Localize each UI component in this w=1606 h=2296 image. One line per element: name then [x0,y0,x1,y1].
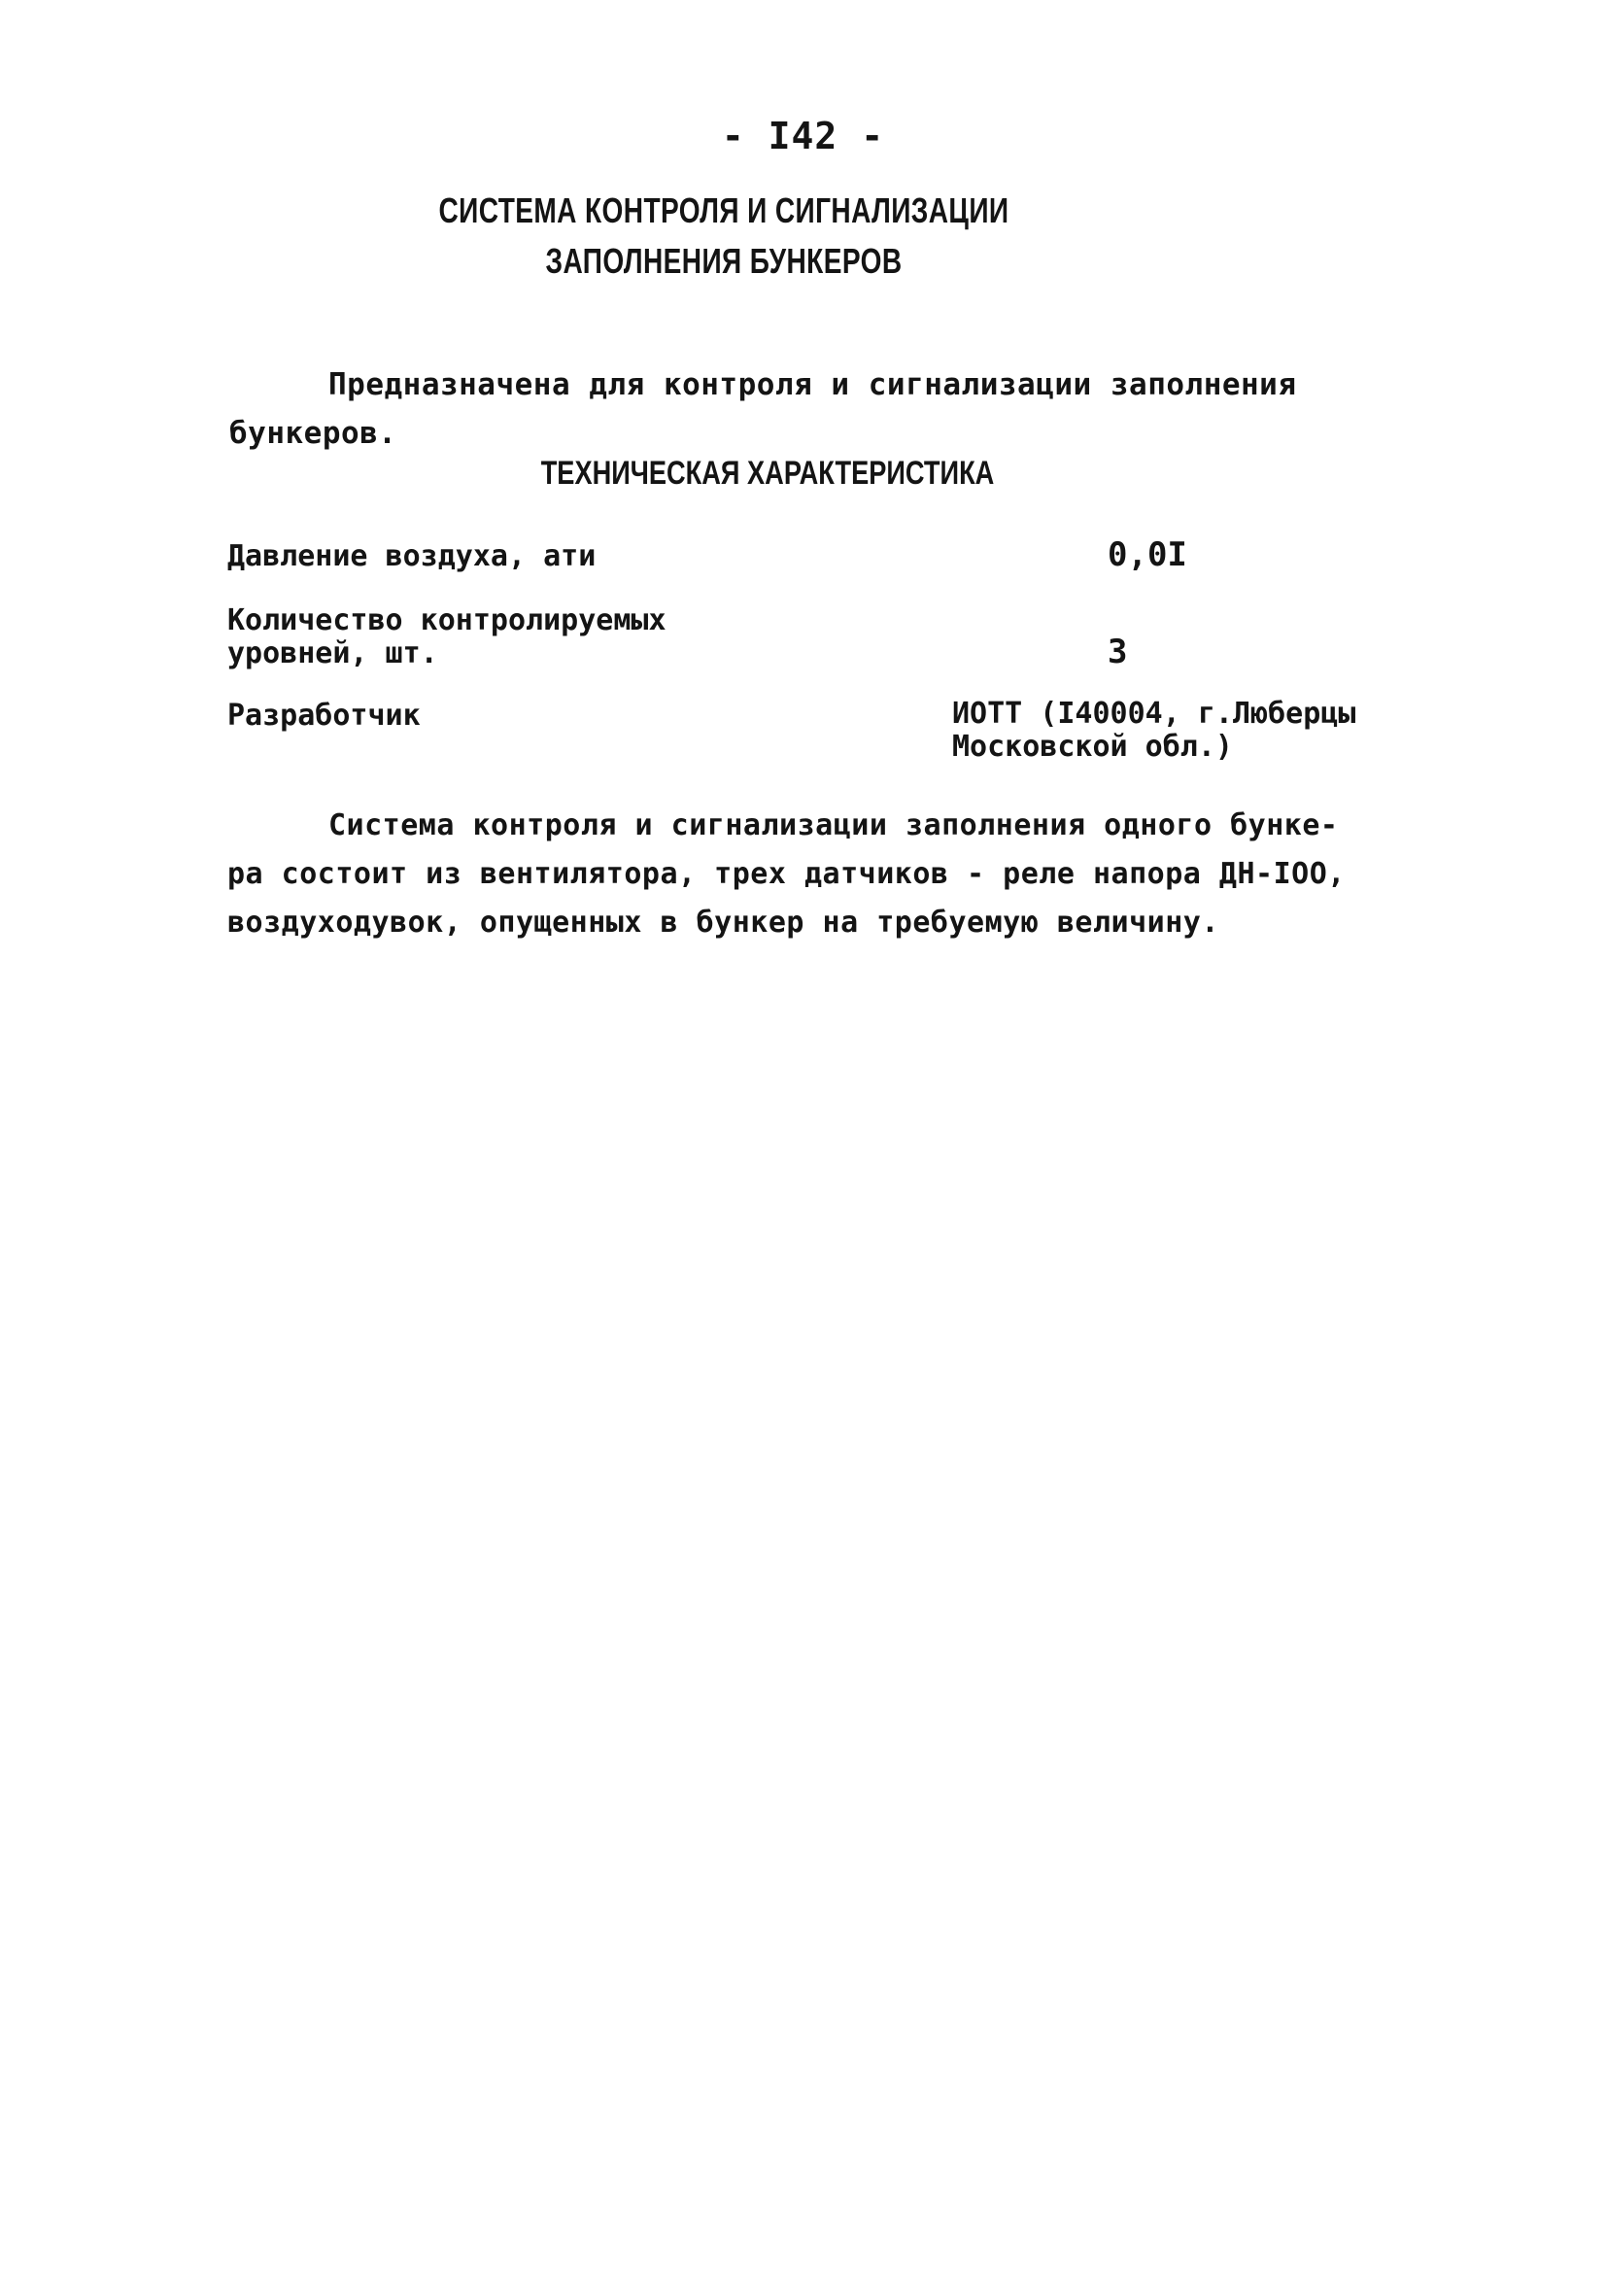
page-number: - I42 - [721,115,885,157]
description-line-1: Система контроля и сигнализации заполнения одного бунке- [328,808,1339,842]
spec-label-levels-line-2: уровней, шт. [227,636,438,670]
intro-line-2: бункеров. [229,416,397,451]
specs-heading: ТЕХНИЧЕСКАЯ ХАРАКТЕРИСТИКА [540,455,995,492]
description-line-3: воздуходувок, опущенных в бункер на требуемую величину. [227,906,1219,940]
spec-label-levels-line-1: Количество контролируемых [227,603,666,637]
spec-value-developer-line-2: Московской обл.) [952,730,1233,764]
document-title-line-2: ЗАПОЛНЕНИЯ БУНКЕРОВ [545,241,903,281]
spec-label-developer: Разработчик [227,699,421,733]
spec-label-air-pressure: Давление воздуха, ати [227,539,597,573]
spec-value-developer-line-1: ИОТТ (I40004, г.Люберцы [952,697,1356,731]
document-title-line-1: СИСТЕМА КОНТРОЛЯ И СИГНАЛИЗАЦИИ [438,190,1009,230]
spec-value-air-pressure: 0,0I [1108,535,1187,574]
description-line-2: ра состоит из вентилятора, трех датчиков - реле напора ДН-IОО, [227,857,1346,891]
intro-line-1: Предназначена для контроля и сигнализации заполнения [328,367,1297,402]
spec-value-levels: 3 [1108,633,1128,671]
